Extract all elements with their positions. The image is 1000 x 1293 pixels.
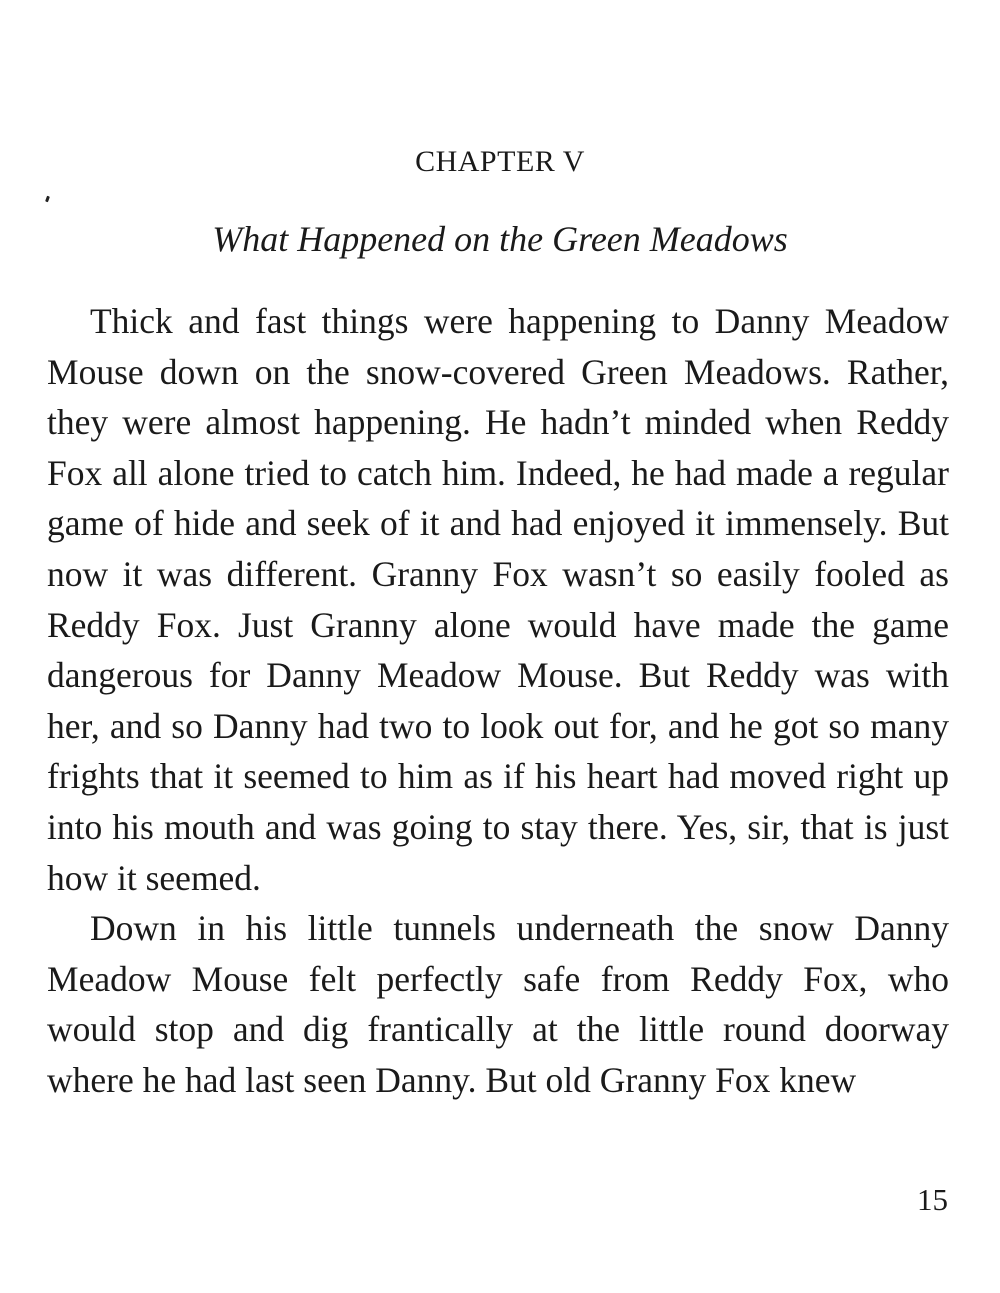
paragraph-1: Thick and fast things were happening to Danny Meadow Mouse down on the snow-covered Green Meadows. Rather, they were almost happening. He hadn’t minded when Reddy Fox all alone tried to catch him. Indeed, he had made a regular game of hide and seek of it and had enjoyed it immensely. But now it was different. Granny Fox wasn’t so easily fooled as Reddy Fox. Just Granny alone would have made the game dangerous for Danny Meadow Mouse. But Reddy was with her, and so Danny had two to look out for, and he got so many frights that it seemed to him as if his heart had moved right up into his mouth and was going to stay there. Yes, sir, that is just how it seemed. <box>47 301 949 898</box>
paragraph-2: Down in his little tunnels underneath the snow Danny Meadow Mouse felt perfectly safe from Reddy Fox, who would stop and dig frantically at the little round doorway where he had last seen Danny. But old Granny Fox knew <box>47 908 949 1100</box>
chapter-title: What Happened on the Green Meadows <box>212 219 788 259</box>
ink-speck <box>45 196 50 203</box>
chapter-number: CHAPTER V <box>415 145 585 178</box>
page-number: 15 <box>917 1182 948 1217</box>
body-text <box>47 296 949 1106</box>
